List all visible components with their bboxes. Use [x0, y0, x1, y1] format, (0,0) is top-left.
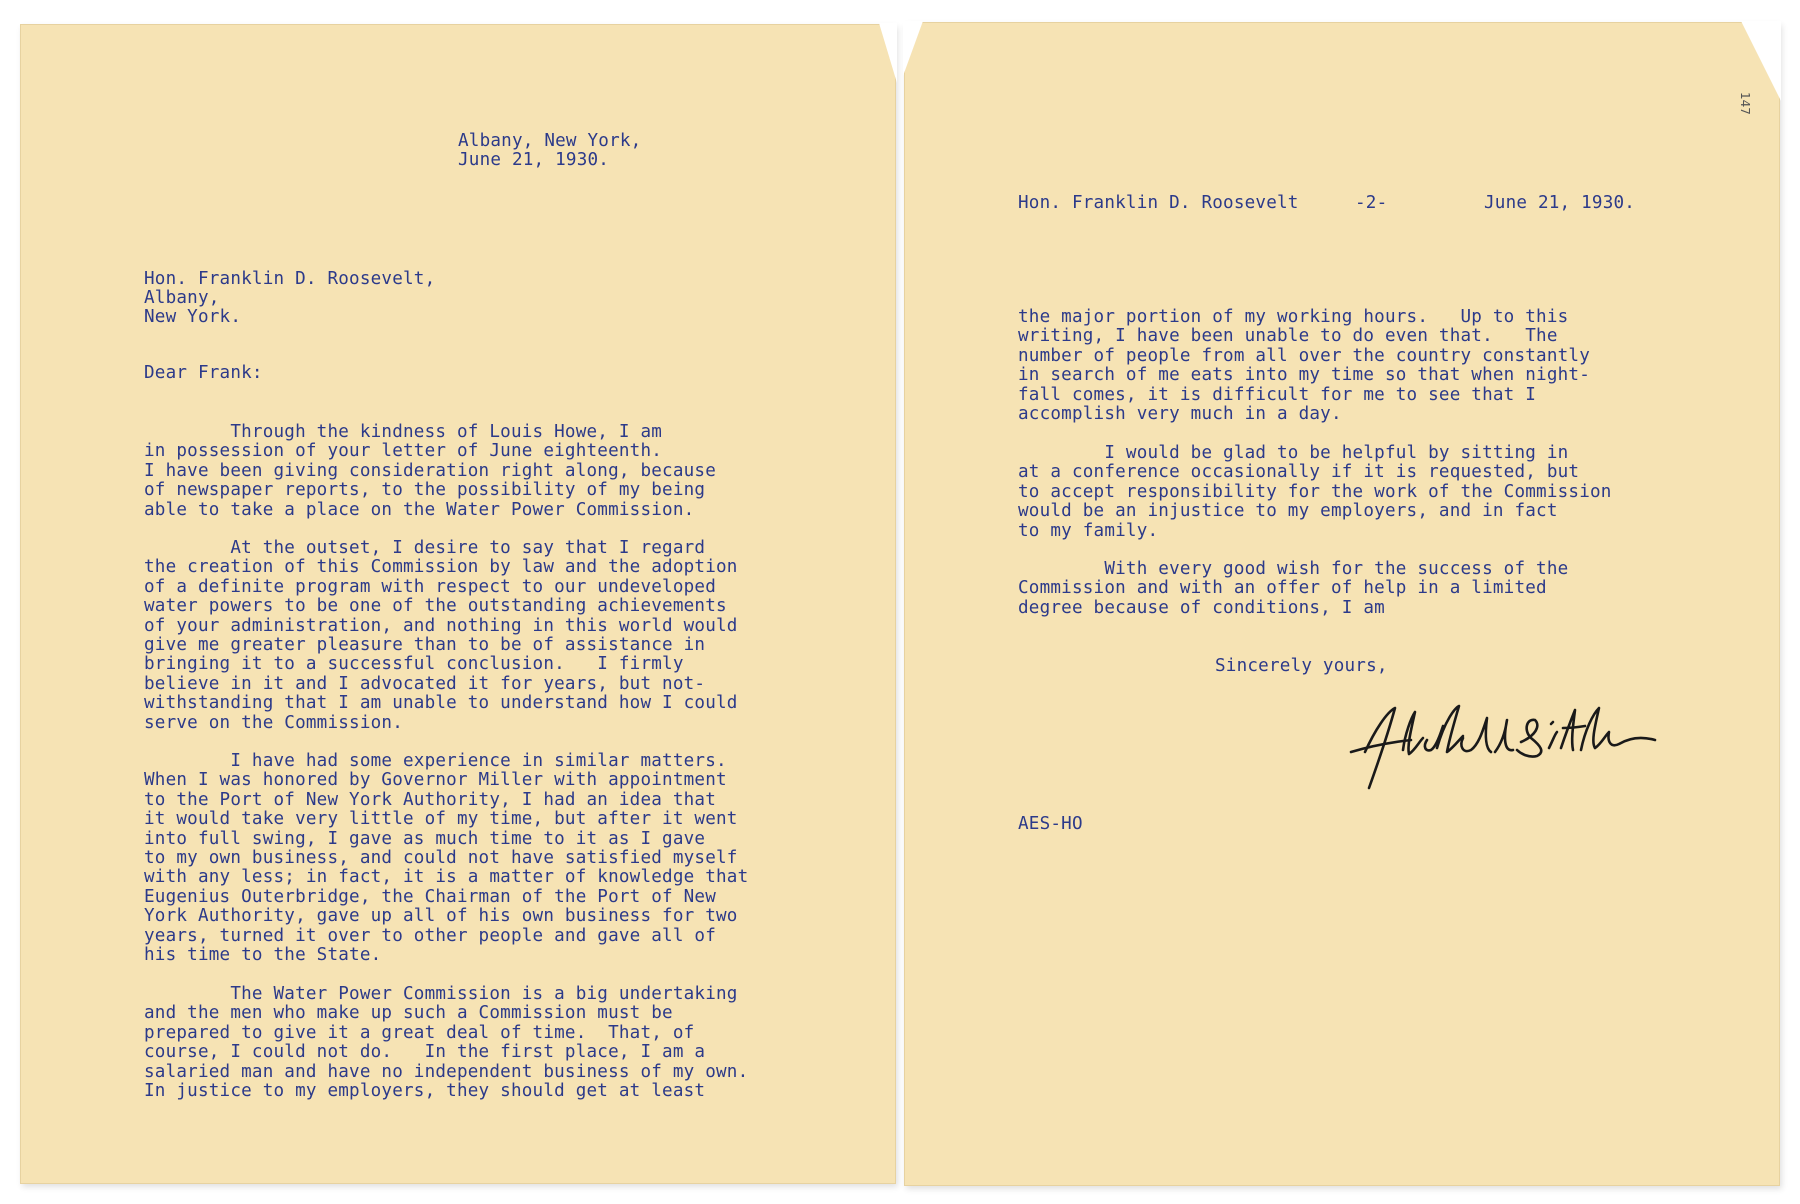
- page2-header-date: June 21, 1930.: [1484, 193, 1636, 213]
- closing: Sincerely yours,: [1215, 656, 1388, 676]
- margin-page-number: 147: [1738, 92, 1752, 115]
- paragraph-2: At the outset, I desire to say that I regard the creation of this Commission by law and the adoption of a definite program with respect to our undeveloped water powers to be one of the outstanding achievements of your administration, and nothing in this world would give me greater pleasure than to be of assistance in bringing it to a successful conclusion. I firmly believe in it and I advocated it for years, but not- withstanding that I am unable to understand how I could serve on the Commission.: [144, 538, 738, 733]
- page-corner: [1741, 21, 1781, 101]
- paragraph-6: I would be glad to be helpful by sitting in at a conference occasionally if it is requested, but to accept responsibility for the work of the Commission would be an injustice to my employers, and in fact to my family.: [1018, 443, 1612, 541]
- paragraph-1: Through the kindness of Louis Howe, I am in possession of your letter of June eighteenth. I have been giving consideration right along, because of newspaper reports, to the possibility of my being able to take a place on the Water Power Commission.: [144, 422, 716, 520]
- page2-header-name: Hon. Franklin D. Roosevelt: [1018, 193, 1299, 213]
- salutation: Dear Frank:: [144, 363, 263, 383]
- paragraph-7: With every good wish for the success of the Commission and with an offer of help in a limited degree because of conditions, I am: [1018, 559, 1569, 618]
- page2-header-page-number: -2-: [1355, 193, 1388, 213]
- signature-image: [1345, 690, 1675, 800]
- addressee-line: New York.: [144, 307, 242, 327]
- page-corner: [903, 21, 923, 76]
- paragraph-3: I have had some experience in similar matters. When I was honored by Governor Miller with appointment to the Port of New York Authority, I had an idea that it would take very little of my time, but after it went into full swing, I gave as much time to it as I gave to my own business, and could not have satisfied myself with any less; in fact, it is a matter of knowledge that Eugenius Outerbridge, the Chairman of the Port of New York Authority, gave up all of his own business for two years, turned it over to other people and gave all of his time to the State.: [144, 751, 749, 966]
- paragraph-5: the major portion of my working hours. Up to this writing, I have been unable to do even that. The number of people from all over the country constantly in search of me eats into my time so that when night- fall comes, it is difficult for me to see that I accomplish very much in a day.: [1018, 307, 1590, 425]
- addressee-line: Hon. Franklin D. Roosevelt,: [144, 269, 436, 289]
- page-corner: [879, 23, 897, 83]
- letter-date: June 21, 1930.: [458, 150, 610, 170]
- addressee-line: Albany,: [144, 288, 220, 308]
- paragraph-4: The Water Power Commission is a big undertaking and the men who make up such a Commission must be prepared to give it a great deal of time. That, of course, I could not do. In the first place, I am a salaried man and have no independent business of my own. In justice to my employers, they should get at least: [144, 984, 749, 1102]
- typist-initials: AES-HO: [1018, 814, 1083, 834]
- letter-place: Albany, New York,: [458, 131, 642, 151]
